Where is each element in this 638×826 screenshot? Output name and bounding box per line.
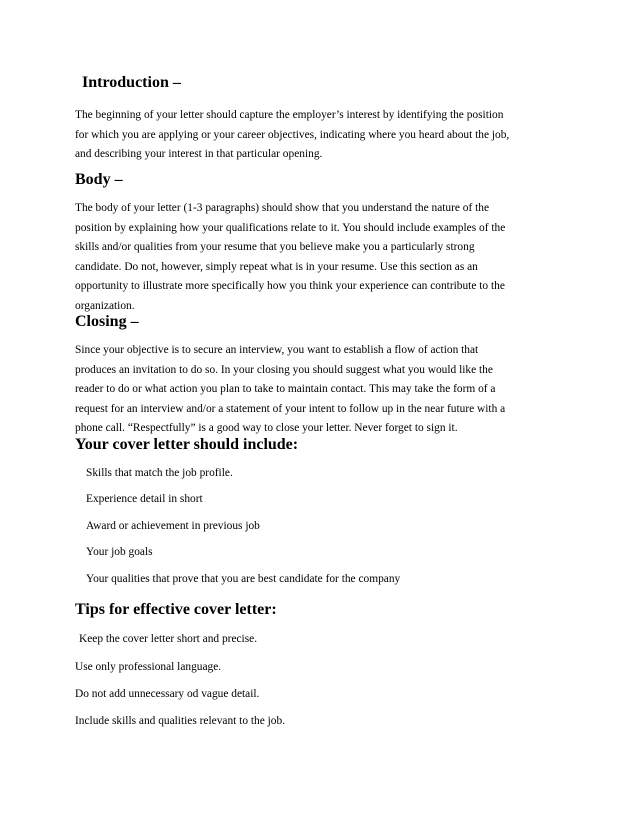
cover-letter-item: Your job goals — [86, 546, 153, 558]
introduction-paragraph — [75, 106, 555, 165]
paragraph-line: skills and/or qualities from your resume that you believe make you a particularly strong — [75, 241, 475, 253]
cover-letter-item: Your qualities that prove that you are best candidate for the company — [86, 573, 401, 585]
paragraph-line: The beginning of your letter should capture the employer’s interest by identifying the position — [75, 109, 504, 121]
cover-letter-item: Award or achievement in previous job — [86, 520, 260, 532]
paragraph-line: position by explaining how your qualifications relate to it. You should include examples of the — [75, 221, 506, 234]
paragraph-line: The body of your letter (1-3 paragraphs) should show that you understand the nature of the — [75, 202, 490, 214]
paragraph-line: Since your objective is to secure an interview, you want to establish a flow of action that — [75, 344, 479, 356]
cover-letter-item: Skills that match the job profile. — [86, 467, 233, 479]
paragraph-line: phone call. “Respectfully” is a good way to close your letter. Never forget to sign it. — [75, 422, 458, 434]
paragraph-line: produces an invitation to do so. In your closing you should suggest what you would like the — [75, 363, 493, 376]
introduction-heading: Introduction – — [82, 74, 181, 91]
paragraph-line: reader to do or what action you plan to take to maintain contact. This may take the form of a — [75, 383, 496, 395]
tips-heading: Tips for effective cover letter: — [75, 601, 277, 618]
cover-letter-item: Experience detail in short — [86, 493, 203, 505]
paragraph-line: for which you are applying or your career objectives, indicating where you heard about the job, — [75, 128, 510, 141]
paragraph-line: request for an interview and/or a statement of your intent to follow up in the near future with a — [75, 402, 506, 415]
tip-item: Keep the cover letter short and precise. — [79, 633, 258, 645]
tip-item: Do not add unnecessary od vague detail. — [75, 688, 260, 700]
body-heading: Body – — [75, 171, 123, 188]
tip-item: Use only professional language. — [75, 661, 222, 673]
paragraph-line: opportunity to illustrate more specifically how you think your experience can contribute to the — [75, 280, 505, 292]
paragraph-line: organization. — [75, 299, 135, 312]
tip-item: Include skills and qualities relevant to the job. — [75, 715, 286, 727]
paragraph-line: candidate. Do not, however, simply repeat what is in your resume. Use this section as an — [75, 260, 478, 273]
body-paragraph — [75, 199, 555, 316]
closing-heading: Closing – — [75, 313, 139, 330]
paragraph-line: and describing your interest in that particular opening. — [75, 148, 323, 160]
closing-paragraph — [75, 341, 555, 439]
cover-letter-heading: Your cover letter should include: — [75, 436, 299, 453]
